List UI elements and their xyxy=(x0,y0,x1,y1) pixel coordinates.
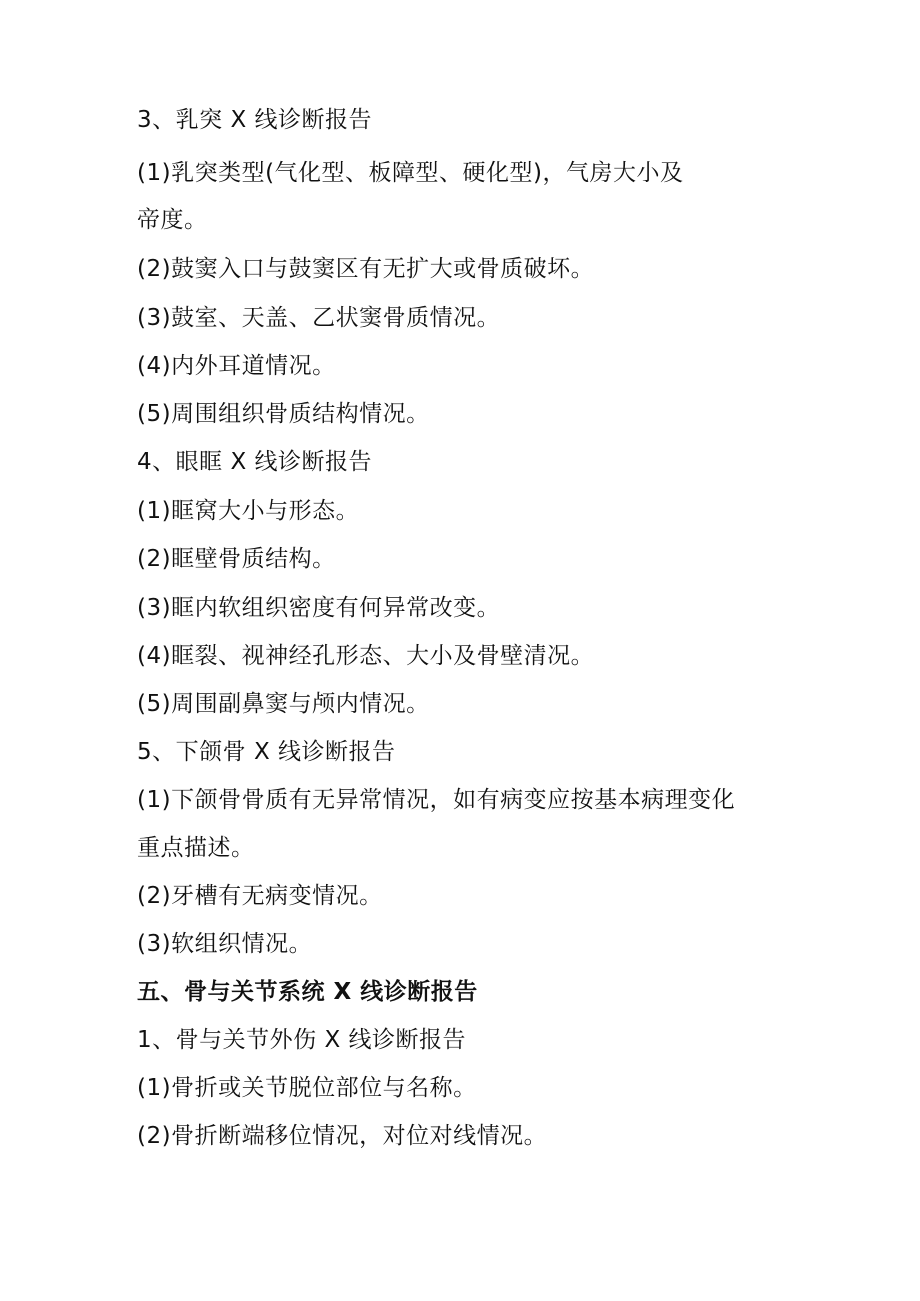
section-heading: 1、骨与关节外伤 X 线诊断报告 xyxy=(137,1027,467,1053)
list-item: (2)骨折断端移位情况，对位对线情况。 xyxy=(137,1123,548,1149)
list-item: (2)牙槽有无病变情况。 xyxy=(137,883,383,909)
list-item: (5)周围组织骨质结构情况。 xyxy=(137,401,430,427)
list-item: (1)下颌骨骨质有无异常情况，如有病变应按基本病理变化 xyxy=(137,787,736,813)
list-item: (5)周围副鼻窦与颅内情况。 xyxy=(137,691,430,717)
list-item-continuation: 重点描述。 xyxy=(137,835,255,861)
list-item: (4)眶裂、视神经孔形态、大小及骨壁清况。 xyxy=(137,643,595,669)
section-heading: 5、下颌骨 X 线诊断报告 xyxy=(137,739,396,765)
list-item: (3)鼓室、天盖、乙状窦骨质情况。 xyxy=(137,305,501,331)
list-item: (4)内外耳道情况。 xyxy=(137,353,336,379)
section-heading: 3、乳突 X 线诊断报告 xyxy=(137,107,373,133)
list-item: (1)乳突类型(气化型、板障型、硬化型)，气房大小及 xyxy=(137,160,684,186)
chapter-heading: 五、骨与关节系统 X 线诊断报告 xyxy=(137,979,478,1005)
list-item: (2)眶壁骨质结构。 xyxy=(137,546,336,572)
list-item: (3)软组织情况。 xyxy=(137,931,313,957)
list-item: (1)骨折或关节脱位部位与名称。 xyxy=(137,1075,477,1101)
list-item: (2)鼓窦入口与鼓窦区有无扩大或骨质破坏。 xyxy=(137,256,595,282)
list-item: (1)眶窝大小与形态。 xyxy=(137,498,360,524)
list-item-continuation: 帝度。 xyxy=(137,207,208,233)
list-item: (3)眶内软组织密度有何异常改变。 xyxy=(137,595,501,621)
section-heading: 4、眼眶 X 线诊断报告 xyxy=(137,449,373,475)
